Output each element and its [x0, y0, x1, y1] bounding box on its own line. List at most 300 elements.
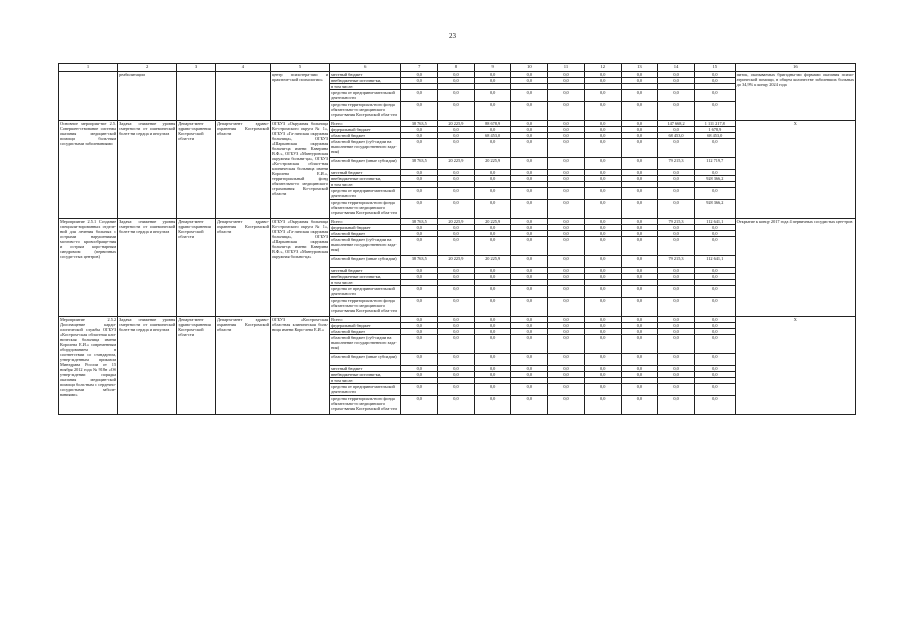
value-cell: 0,0	[658, 231, 695, 237]
funding-source-label: Всего:	[330, 317, 401, 323]
value-cell: 0,0	[401, 170, 438, 176]
value-cell: 0,0	[584, 158, 621, 170]
value-cell: 0,0	[621, 256, 658, 268]
value-cell: 0,0	[548, 170, 585, 176]
block-c3-cell: Департа-мент здраво-охранения Костром-ской обла-сти	[177, 219, 216, 317]
value-cell: 0,0	[511, 354, 548, 366]
block-c2-cell: Задача: снижение уровня смертности от ишемической болез-ни сердца и инсульта	[118, 219, 177, 317]
value-cell: 0,0	[548, 329, 585, 335]
value-cell: 0,0	[401, 78, 438, 84]
value-cell: 0,0	[658, 335, 695, 354]
funding-source-label: средства от предприни-мательской деятельности	[330, 384, 401, 396]
value-cell: 0,0	[548, 354, 585, 366]
value-cell: 0,0	[621, 188, 658, 200]
value-cell: 0,0	[658, 225, 695, 231]
value-cell: 0,0	[584, 317, 621, 323]
value-cell: 0,0	[694, 139, 735, 158]
value-cell: 0,0	[511, 329, 548, 335]
value-cell: 0,0	[658, 176, 695, 182]
value-cell: 0,0	[548, 366, 585, 372]
funding-source-label: средства от предприни-мательской деятельности	[330, 286, 401, 298]
expected-result-cell: Открытие к концу 2017 года 4 первичных сосудистых цен-тров	[735, 219, 855, 317]
value-cell: 0,0	[548, 219, 585, 225]
value-cell: 0,0	[438, 237, 475, 256]
funding-source-label: внебюджетные источни-ки,	[330, 372, 401, 378]
column-number: 6	[330, 64, 401, 72]
value-cell: 0,0	[621, 372, 658, 378]
block-c2-cell: реабилитации	[118, 72, 177, 121]
value-cell: 0,0	[474, 372, 511, 378]
value-cell: 0,0	[511, 298, 548, 317]
value-cell: 0,0	[584, 90, 621, 102]
value-cell: 0,0	[401, 139, 438, 158]
funding-source-label: внебюджетные источни-ки,	[330, 176, 401, 182]
value-cell: 0,0	[511, 366, 548, 372]
value-cell: 0,0	[621, 170, 658, 176]
funding-source-label: федеральный бюджет	[330, 225, 401, 231]
value-cell: 0,0	[401, 102, 438, 121]
value-cell: 68 453,0	[658, 133, 695, 139]
block-c5-cell: центр психотера-пии и практиче-ской психологии»	[270, 72, 329, 121]
budget-table	[58, 63, 856, 415]
value-cell: 0,0	[694, 317, 735, 323]
value-cell: 0,0	[658, 323, 695, 329]
funding-source-label: средства территориаль-ного фонда обязательно-го медицинского страхо-вания Костромской обла-сти	[330, 102, 401, 121]
value-cell: 0,0	[438, 317, 475, 323]
value-cell: 0,0	[658, 354, 695, 366]
value-cell: 0,0	[474, 396, 511, 415]
value-cell: 0,0	[584, 176, 621, 182]
value-cell: 0,0	[511, 396, 548, 415]
value-cell: 0,0	[511, 188, 548, 200]
block-c1-cell: Мероприятие 2.5.2 Дооснащение карди-ологической службы ОГБУЗ «Костром-ская областная кли-ническая больница имени Королева Е.И.» современным оборудованием в соответствии со стандартом, утвер-жденным приказом Минздрава России от 15 ноября 2012 года № 918н «Об утвер-ждении порядка оказания медицин-ской помощи боль-ным с сердечно-сосудистыми заболе-ваниями»	[59, 317, 118, 415]
value-cell: 20 225,9	[438, 158, 475, 170]
value-cell: 0,0	[694, 72, 735, 78]
funding-source-label: федеральный бюджет	[330, 127, 401, 133]
value-cell: 0,0	[694, 384, 735, 396]
value-cell: 0,0	[584, 323, 621, 329]
value-cell: 0,0	[511, 219, 548, 225]
value-cell: 0,0	[548, 158, 585, 170]
column-number: 16	[735, 64, 855, 72]
value-cell: 0,0	[438, 78, 475, 84]
column-number: 15	[694, 64, 735, 72]
value-cell: 0,0	[584, 286, 621, 298]
value-cell: 0,0	[401, 329, 438, 335]
value-cell: 0,0	[658, 72, 695, 78]
value-cell: 0,0	[438, 170, 475, 176]
value-cell: 0,0	[694, 396, 735, 415]
value-cell: 0,0	[474, 237, 511, 256]
column-number: 7	[401, 64, 438, 72]
value-cell: 0,0	[511, 158, 548, 170]
table-row	[59, 219, 856, 225]
value-cell: 0,0	[548, 78, 585, 84]
value-cell: 0,0	[621, 90, 658, 102]
value-cell: 0,0	[694, 372, 735, 378]
value-cell: 0,0	[511, 237, 548, 256]
value-cell: 0,0	[621, 219, 658, 225]
value-cell: 0,0	[584, 372, 621, 378]
value-cell: 0,0	[584, 366, 621, 372]
value-cell: 0,0	[694, 274, 735, 280]
value-cell: 0,0	[658, 274, 695, 280]
value-cell: 0,0	[548, 176, 585, 182]
value-cell: 0,0	[401, 90, 438, 102]
value-cell: 928 366,2	[694, 176, 735, 182]
value-cell: 928 366,2	[694, 200, 735, 219]
value-cell: 20 225,9	[438, 219, 475, 225]
value-cell: 0,0	[621, 78, 658, 84]
value-cell: 38 763,5	[401, 121, 438, 127]
value-cell: 0,0	[511, 90, 548, 102]
funding-source-label: местный бюджет	[330, 170, 401, 176]
value-cell: 0,0	[401, 286, 438, 298]
value-cell: 0,0	[621, 225, 658, 231]
column-number: 12	[584, 64, 621, 72]
value-cell: 0,0	[474, 90, 511, 102]
value-cell: 0,0	[511, 225, 548, 231]
value-cell: 0,0	[658, 268, 695, 274]
value-cell: 20 225,9	[474, 219, 511, 225]
value-cell: 0,0	[401, 268, 438, 274]
value-cell: 0,0	[584, 274, 621, 280]
value-cell: 0,0	[584, 102, 621, 121]
value-cell: 0,0	[584, 335, 621, 354]
value-cell: 0,0	[584, 170, 621, 176]
value-cell: 0,0	[548, 384, 585, 396]
value-cell: 0,0	[438, 366, 475, 372]
value-cell: 38 763,5	[401, 219, 438, 225]
value-cell: 0,0	[438, 323, 475, 329]
value-cell: 0,0	[438, 396, 475, 415]
value-cell: 0,0	[438, 188, 475, 200]
value-cell: 0,0	[401, 335, 438, 354]
value-cell: 0,0	[548, 335, 585, 354]
value-cell: 0,0	[584, 127, 621, 133]
value-cell: 0,0	[401, 200, 438, 219]
funding-source-label: Всего:	[330, 219, 401, 225]
value-cell: 0,0	[438, 298, 475, 317]
funding-source-label: областной бюджет (иные субсидии)	[330, 158, 401, 170]
value-cell: 20 225,9	[438, 121, 475, 127]
value-cell: 79 215,3	[658, 256, 695, 268]
value-cell: 0,0	[621, 231, 658, 237]
value-cell: 0,0	[474, 286, 511, 298]
expected-result-cell: питок, оказываемых бригадны-ми формами оказания психи-атрической помощи, в общем количестве заболевших больных до 34,9% к концу 2024 года	[735, 72, 855, 121]
funding-source-label: областной бюджет (суб-сидии на выполнение государственного зада-ния)	[330, 335, 401, 354]
value-cell: 0,0	[621, 237, 658, 256]
value-cell: 0,0	[401, 274, 438, 280]
value-cell: 0,0	[401, 127, 438, 133]
value-cell: 0,0	[511, 176, 548, 182]
value-cell: 0,0	[584, 225, 621, 231]
value-cell: 0,0	[401, 72, 438, 78]
value-cell: 0,0	[621, 323, 658, 329]
value-cell: 0,0	[474, 323, 511, 329]
block-c3-cell: Департа-мент здраво-охранения Костром-ской обла-сти	[177, 317, 216, 415]
funding-source-label: внебюджетные источни-ки,	[330, 78, 401, 84]
value-cell: 0,0	[474, 170, 511, 176]
value-cell: 1 678,9	[694, 127, 735, 133]
value-cell: 0,0	[474, 200, 511, 219]
value-cell: 0,0	[511, 268, 548, 274]
value-cell: 0,0	[584, 298, 621, 317]
value-cell: 0,0	[548, 256, 585, 268]
value-cell: 0,0	[658, 200, 695, 219]
block-c2-cell: Задача: снижение уровня смертности от ишемической болез-ни сердца и инсульта	[118, 121, 177, 219]
value-cell: 0,0	[621, 200, 658, 219]
value-cell: 0,0	[548, 188, 585, 200]
value-cell: 0,0	[401, 354, 438, 366]
value-cell: 0,0	[511, 139, 548, 158]
value-cell: 0,0	[438, 139, 475, 158]
block-c2-cell: Задача: снижение уровня смертности от ишемической болез-ни сердца и инсульта	[118, 317, 177, 415]
value-cell: 0,0	[621, 268, 658, 274]
value-cell: 0,0	[548, 274, 585, 280]
expected-result-cell: X	[735, 121, 855, 219]
value-cell: 0,0	[584, 200, 621, 219]
funding-source-label: местный бюджет	[330, 268, 401, 274]
value-cell: 20 225,9	[474, 256, 511, 268]
column-number: 10	[511, 64, 548, 72]
funding-source-label: средства от предприни-мательской деятельности	[330, 90, 401, 102]
funding-source-label: средства территориаль-ного фонда обязательно-го медицинского страхо-вания Костромской обла-сти	[330, 396, 401, 415]
value-cell: 0,0	[548, 121, 585, 127]
value-cell: 0,0	[694, 188, 735, 200]
value-cell: 0,0	[438, 127, 475, 133]
column-number: 5	[270, 64, 329, 72]
value-cell: 0,0	[621, 329, 658, 335]
value-cell: 79 215,3	[658, 158, 695, 170]
value-cell: 0,0	[621, 286, 658, 298]
block-c4-cell	[215, 72, 270, 121]
block-c3-cell: Департа-мент здраво-охранения Костром-ской обла-сти	[177, 121, 216, 219]
column-number: 3	[177, 64, 216, 72]
value-cell: 0,0	[548, 231, 585, 237]
value-cell: 0,0	[621, 72, 658, 78]
column-number: 2	[118, 64, 177, 72]
block-c1-cell	[59, 72, 118, 121]
value-cell: 0,0	[511, 127, 548, 133]
value-cell: 0,0	[621, 121, 658, 127]
value-cell: 0,0	[511, 72, 548, 78]
value-cell: 0,0	[548, 268, 585, 274]
block-c5-cell: ОГБУЗ «Окружная больница Ко-стромского округа № 1», ОГБУЗ «Га-личская окружная больница», ОГБУЗ «Шарьинская окружная больни-ца имени Каверина В.Ф.», ОГБУЗ «Мантуровская окружная больни-ца»	[270, 219, 329, 317]
value-cell: 0,0	[694, 335, 735, 354]
value-cell: 0,0	[658, 139, 695, 158]
value-cell: 0,0	[548, 133, 585, 139]
value-cell: 0,0	[511, 274, 548, 280]
value-cell: 0,0	[438, 384, 475, 396]
value-cell: 68 453,0	[474, 133, 511, 139]
value-cell: 0,0	[548, 90, 585, 102]
value-cell: 0,0	[438, 286, 475, 298]
value-cell: 0,0	[621, 366, 658, 372]
value-cell: 0,0	[694, 225, 735, 231]
value-cell: 0,0	[474, 102, 511, 121]
value-cell: 0,0	[511, 170, 548, 176]
value-cell: 0,0	[474, 298, 511, 317]
value-cell: 0,0	[474, 78, 511, 84]
value-cell: 0,0	[401, 372, 438, 378]
funding-source-label: внебюджетные источни-ки,	[330, 274, 401, 280]
value-cell: 0,0	[658, 102, 695, 121]
value-cell: 0,0	[584, 256, 621, 268]
value-cell: 0,0	[621, 133, 658, 139]
funding-source-label: местный бюджет	[330, 366, 401, 372]
value-cell: 0,0	[511, 78, 548, 84]
value-cell: 0,0	[584, 231, 621, 237]
block-c3-cell	[177, 72, 216, 121]
value-cell: 0,0	[401, 237, 438, 256]
value-cell: 79 215,3	[658, 219, 695, 225]
value-cell: 0,0	[658, 366, 695, 372]
value-cell: 0,0	[694, 170, 735, 176]
value-cell: 0,0	[584, 268, 621, 274]
block-c4-cell: Департа-мент здраво-охранения Костромской области	[215, 219, 270, 317]
value-cell: 0,0	[621, 176, 658, 182]
value-cell: 0,0	[548, 372, 585, 378]
value-cell: 0,0	[548, 102, 585, 121]
value-cell: 112 719,7	[694, 158, 735, 170]
value-cell: 0,0	[658, 384, 695, 396]
value-cell: 0,0	[621, 384, 658, 396]
value-cell: 0,0	[584, 78, 621, 84]
value-cell: 0,0	[584, 219, 621, 225]
value-cell: 88 678,9	[474, 121, 511, 127]
value-cell: 0,0	[584, 72, 621, 78]
value-cell: 0,0	[621, 335, 658, 354]
value-cell: 0,0	[401, 188, 438, 200]
value-cell: 0,0	[694, 237, 735, 256]
value-cell: 0,0	[658, 188, 695, 200]
value-cell: 0,0	[621, 158, 658, 170]
value-cell: 0,0	[474, 268, 511, 274]
value-cell: 1 111 217,8	[694, 121, 735, 127]
value-cell: 0,0	[438, 329, 475, 335]
value-cell: 0,0	[438, 102, 475, 121]
value-cell: 0,0	[474, 384, 511, 396]
value-cell: 0,0	[584, 188, 621, 200]
value-cell: 0,0	[658, 170, 695, 176]
value-cell: 0,0	[474, 329, 511, 335]
funding-source-label: в том числе:	[330, 280, 401, 286]
block-c1-cell: Мероприятие 2.5.1 Создание специали-зированных отделе-ний для лечения больных с острыми нарушениями мозгово-го кровообраще-ния и острым коро-нарным синдромом (первичных сосуди-стых центров)	[59, 219, 118, 317]
value-cell: 0,0	[658, 90, 695, 102]
value-cell: 0,0	[548, 286, 585, 298]
value-cell: 0,0	[548, 237, 585, 256]
value-cell: 0,0	[474, 231, 511, 237]
funding-source-label: средства территориаль-ного фонда обязательно-го медицинского страхо-вания Костромской обла-сти	[330, 200, 401, 219]
value-cell: 0,0	[438, 72, 475, 78]
table-row	[59, 121, 856, 127]
value-cell: 0,0	[694, 231, 735, 237]
value-cell: 0,0	[658, 286, 695, 298]
value-cell: 112 641,1	[694, 256, 735, 268]
value-cell: 112 641,1	[694, 219, 735, 225]
value-cell: 0,0	[511, 200, 548, 219]
value-cell: 0,0	[474, 188, 511, 200]
value-cell: 0,0	[401, 317, 438, 323]
value-cell: 0,0	[621, 127, 658, 133]
page-number: 23	[449, 32, 456, 40]
value-cell: 0,0	[511, 384, 548, 396]
value-cell: 0,0	[694, 323, 735, 329]
value-cell: 0,0	[511, 102, 548, 121]
column-number: 14	[658, 64, 695, 72]
value-cell: 0,0	[438, 372, 475, 378]
funding-source-label: средства территориаль-ного фонда обязательно-го медицинского страхо-вания Костромской обла-сти	[330, 298, 401, 317]
funding-source-label: средства от предприни-мательской деятельности	[330, 188, 401, 200]
value-cell: 0,0	[548, 323, 585, 329]
value-cell: 0,0	[621, 139, 658, 158]
funding-source-label: Всего:	[330, 121, 401, 127]
value-cell: 0,0	[438, 274, 475, 280]
value-cell: 0,0	[401, 298, 438, 317]
block-c4-cell: Департа-мент здраво-охранения Костромской области	[215, 121, 270, 219]
value-cell: 0,0	[694, 354, 735, 366]
funding-source-label: федеральный бюджет	[330, 323, 401, 329]
value-cell: 0,0	[548, 317, 585, 323]
value-cell: 20 225,9	[474, 158, 511, 170]
value-cell: 0,0	[474, 139, 511, 158]
value-cell: 0,0	[438, 225, 475, 231]
funding-source-label: местный бюджет	[330, 72, 401, 78]
value-cell: 0,0	[511, 256, 548, 268]
value-cell: 0,0	[511, 286, 548, 298]
value-cell: 0,0	[584, 329, 621, 335]
block-c1-cell: Основное мероприя-тие 2.5. Совершен-ствование системы оказания медицин-ской помощи боль-ным сосудистыми заболеваниями	[59, 121, 118, 219]
value-cell: 0,0	[474, 274, 511, 280]
value-cell: 0,0	[694, 102, 735, 121]
value-cell: 0,0	[401, 133, 438, 139]
value-cell: 0,0	[694, 268, 735, 274]
column-number-header	[59, 64, 856, 72]
value-cell: 0,0	[401, 231, 438, 237]
block-c5-cell: ОГБУЗ «Костром-ская областная клиническая боль-ница имени Коро-лева Е.И.»	[270, 317, 329, 415]
value-cell: 0,0	[658, 317, 695, 323]
value-cell: 0,0	[401, 384, 438, 396]
value-cell: 147 668,2	[658, 121, 695, 127]
block-c5-cell: ОГБУЗ «Окружная больница Ко-стромского округа № 1», ОГБУЗ «Га-личская окружная больница», ОГБУЗ «Шарьинская окружная больни-ца имени Каверина В.Ф.», ОГБУЗ «Мантуровская окружная больни-ца», ОГБУЗ «Ко-стромская област-ная клиническая больница имени Королева Е.И.», территориальный фонд обязательно-го медицинского страхования Ко-стромской области	[270, 121, 329, 219]
value-cell: 0,0	[584, 354, 621, 366]
table-body	[59, 64, 856, 415]
value-cell: 0,0	[621, 396, 658, 415]
funding-source-label: в том числе:	[330, 182, 401, 188]
expected-result-cell: X	[735, 317, 855, 415]
funding-source-label: в том числе:	[330, 84, 401, 90]
value-cell: 0,0	[658, 78, 695, 84]
column-number: 4	[215, 64, 270, 72]
value-cell: 0,0	[438, 231, 475, 237]
value-cell: 0,0	[694, 286, 735, 298]
funding-source-label: областной бюджет (иные субсидии)	[330, 256, 401, 268]
value-cell: 0,0	[511, 372, 548, 378]
value-cell: 0,0	[621, 102, 658, 121]
value-cell: 0,0	[548, 298, 585, 317]
value-cell: 0,0	[621, 317, 658, 323]
column-number: 13	[621, 64, 658, 72]
value-cell: 0,0	[511, 323, 548, 329]
value-cell: 0,0	[658, 237, 695, 256]
funding-source-label: областной бюджет (иные субсидии)	[330, 354, 401, 366]
value-cell: 0,0	[474, 317, 511, 323]
value-cell: 0,0	[548, 396, 585, 415]
value-cell: 0,0	[438, 335, 475, 354]
value-cell: 0,0	[474, 176, 511, 182]
value-cell: 20 225,9	[438, 256, 475, 268]
